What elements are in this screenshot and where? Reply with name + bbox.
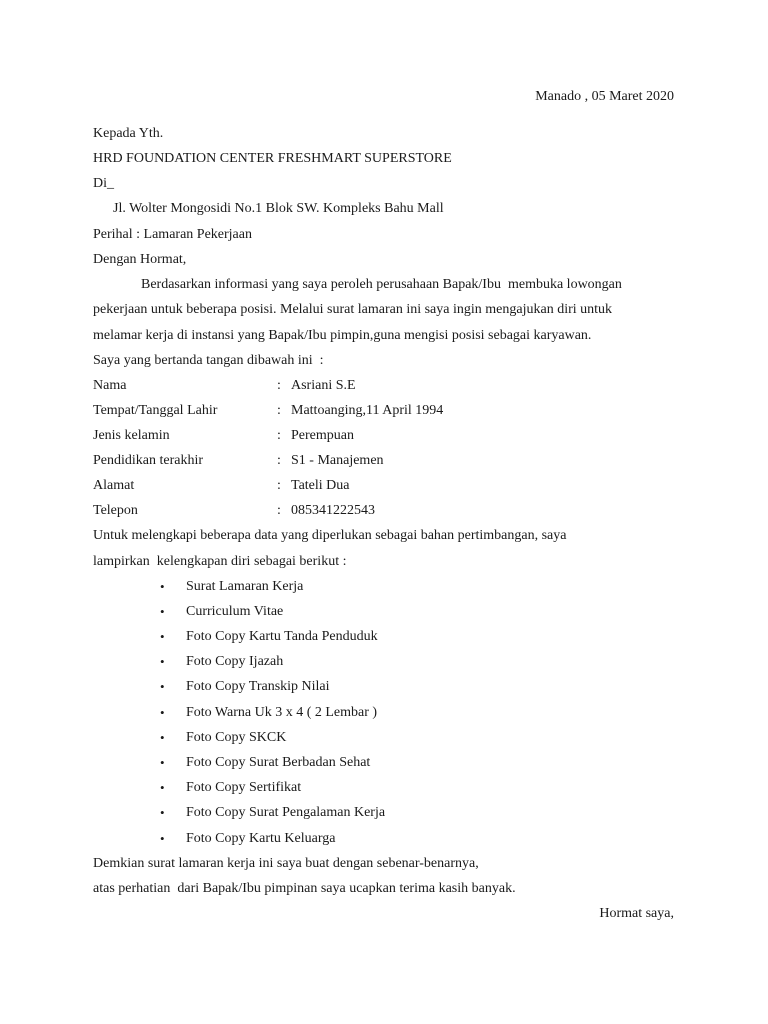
recipient-address: Jl. Wolter Mongosidi No.1 Blok SW. Kompleks Bahu Mall xyxy=(113,201,444,216)
perihal-line: Perihal : Lamaran Pekerjaan xyxy=(93,227,252,242)
info-colon: : xyxy=(277,403,281,418)
intro-line-2: pekerjaan untuk beberapa posisi. Melalui surat lamaran ini saya ingin mengajukan diri untuk xyxy=(93,302,613,317)
undersigned-line: Saya yang bertanda tangan dibawah ini : xyxy=(93,353,324,368)
attachment-item: Foto Copy Surat Pengalaman Kerja xyxy=(186,805,386,820)
bullet-icon: • xyxy=(160,755,165,770)
info-value-education: S1 - Manajemen xyxy=(291,453,384,468)
info-label-education: Pendidikan terakhir xyxy=(93,453,204,468)
info-label-phone: Telepon xyxy=(93,503,138,518)
info-colon: : xyxy=(277,478,281,493)
bullet-icon: • xyxy=(160,654,165,669)
intro-line-1: Berdasarkan informasi yang saya peroleh perusahaan Bapak/Ibu membuka lowongan xyxy=(141,277,622,292)
attachment-item: Foto Copy SKCK xyxy=(186,730,287,745)
info-colon: : xyxy=(277,428,281,443)
bullet-icon: • xyxy=(160,679,165,694)
date-line: Manado , 05 Maret 2020 xyxy=(535,89,674,104)
bullet-icon: • xyxy=(160,780,165,795)
recipient-di: Di_ xyxy=(93,176,114,191)
info-value-address: Tateli Dua xyxy=(291,478,350,493)
attachment-item: Foto Copy Ijazah xyxy=(186,654,284,669)
recipient-kepada: Kepada Yth. xyxy=(93,126,164,141)
closing-line-1: Demkian surat lamaran kerja ini saya buat dengan sebenar-benarnya, xyxy=(93,856,479,871)
info-value-gender: Perempuan xyxy=(291,428,354,443)
bullet-icon: • xyxy=(160,705,165,720)
attachment-intro-line-2: lampirkan kelengkapan diri sebagai berikut : xyxy=(93,554,347,569)
info-label-gender: Jenis kelamin xyxy=(93,428,170,443)
attachment-item: Foto Copy Sertifikat xyxy=(186,780,302,795)
salutation: Dengan Hormat, xyxy=(93,252,187,267)
info-value-nama: Asriani S.E xyxy=(291,378,356,393)
info-label-address: Alamat xyxy=(93,478,135,493)
info-colon: : xyxy=(277,453,281,468)
attachment-item: Foto Copy Surat Berbadan Sehat xyxy=(186,755,371,770)
bullet-icon: • xyxy=(160,730,165,745)
bullet-icon: • xyxy=(160,604,165,619)
info-label-nama: Nama xyxy=(93,378,127,393)
attachment-item: Foto Copy Transkip Nilai xyxy=(186,679,330,694)
attachment-item: Foto Copy Kartu Keluarga xyxy=(186,831,336,846)
info-label-ttl: Tempat/Tanggal Lahir xyxy=(93,403,218,418)
bullet-icon: • xyxy=(160,831,165,846)
info-colon: : xyxy=(277,378,281,393)
info-value-phone: 085341222543 xyxy=(291,503,375,518)
attachment-intro-line-1: Untuk melengkapi beberapa data yang diperlukan sebagai bahan pertimbangan, saya xyxy=(93,528,567,543)
closing-line-2: atas perhatian dari Bapak/Ibu pimpinan saya ucapkan terima kasih banyak. xyxy=(93,881,516,896)
attachment-item: Curriculum Vitae xyxy=(186,604,284,619)
info-colon: : xyxy=(277,503,281,518)
signoff: Hormat saya, xyxy=(599,906,674,921)
info-value-ttl: Mattoanging,11 April 1994 xyxy=(291,403,444,418)
intro-line-3: melamar kerja di instansi yang Bapak/Ibu pimpin,guna mengisi posisi sebagai karyawan. xyxy=(93,328,592,343)
bullet-icon: • xyxy=(160,805,165,820)
recipient-company: HRD FOUNDATION CENTER FRESHMART SUPERSTORE xyxy=(93,151,452,166)
attachment-item: Foto Warna Uk 3 x 4 ( 2 Lembar ) xyxy=(186,705,378,720)
bullet-icon: • xyxy=(160,579,165,594)
attachment-item: Surat Lamaran Kerja xyxy=(186,579,304,594)
attachment-item: Foto Copy Kartu Tanda Penduduk xyxy=(186,629,378,644)
bullet-icon: • xyxy=(160,629,165,644)
